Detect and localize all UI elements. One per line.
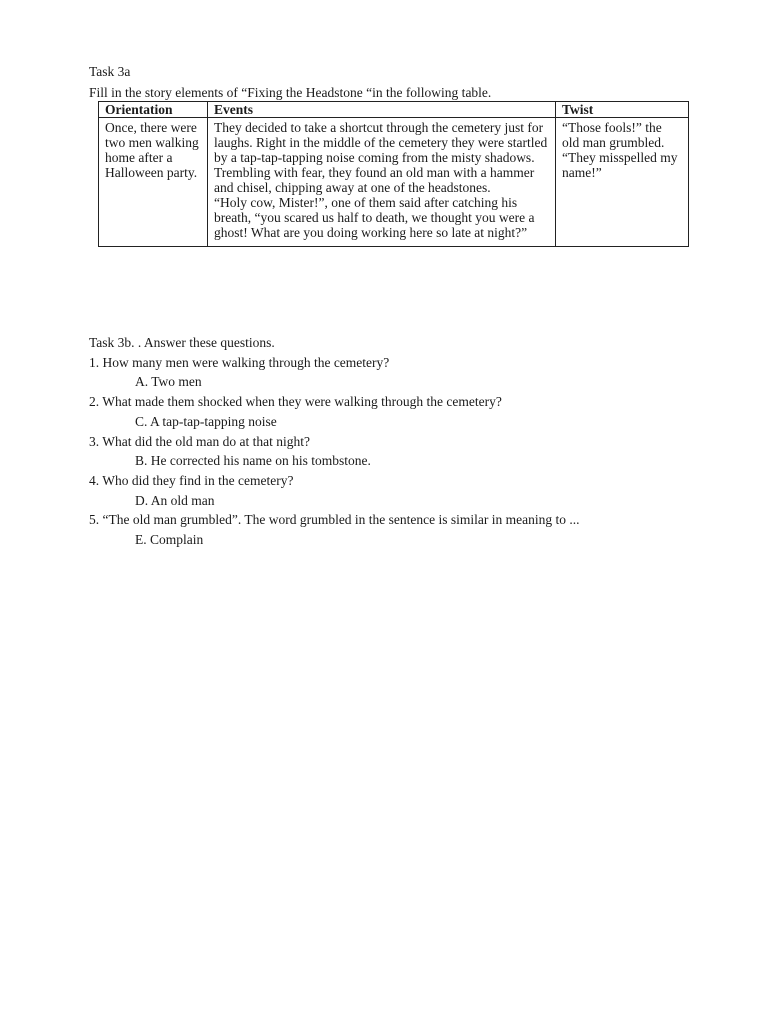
story-elements-table xyxy=(98,101,689,247)
event-paragraph-3: “Holy cow, Mister!”, one of them said after catching his breath, “you scared us half to death, we thought you were a ghost! What are you doing working here so late at night?” xyxy=(214,195,535,240)
question-2: 2. What made them shocked when they were walking through the cemetery? xyxy=(89,394,502,410)
task-3a-instruction: Fill in the story elements of “Fixing the Headstone “in the following table. xyxy=(89,85,492,100)
header-events: Events xyxy=(208,102,556,118)
twist-cell: “Those fools!” the old man grumbled. “They misspelled my name!” xyxy=(556,118,689,247)
header-twist: Twist xyxy=(556,102,689,118)
answer-3: B. He corrected his name on his tombstone. xyxy=(135,453,371,469)
answer-5: E. Complain xyxy=(135,532,204,548)
table-header-row xyxy=(99,102,689,118)
task-3a-title: Task 3a xyxy=(89,64,131,79)
task-3b-title: Task 3b. . Answer these questions. xyxy=(89,335,275,350)
question-5: 5. “The old man grumbled”. The word grumbled in the sentence is similar in meaning to ... xyxy=(89,512,580,528)
orientation-cell: Once, there were two men walking home after a Halloween party. xyxy=(99,118,208,247)
answer-1: A. Two men xyxy=(135,374,202,390)
header-orientation: Orientation xyxy=(99,102,208,118)
event-paragraph-1: They decided to take a shortcut through the cemetery just for laughs. Right in the middle of the cemetery they were startled by a tap-tap-tapping noise coming from the misty shadows. xyxy=(214,120,548,165)
events-cell xyxy=(208,118,556,247)
event-paragraph-2: Trembling with fear, they found an old man with a hammer and chisel, chipping away at one of the headstones. xyxy=(214,165,535,195)
question-1: 1. How many men were walking through the cemetery? xyxy=(89,354,390,370)
question-4: 4. Who did they find in the cemetery? xyxy=(89,472,294,488)
answer-4: D. An old man xyxy=(135,492,215,508)
task-3b-section xyxy=(89,333,580,550)
table-row xyxy=(99,118,689,247)
answer-2: C. A tap-tap-tapping noise xyxy=(135,413,277,429)
question-3: 3. What did the old man do at that night? xyxy=(89,433,310,449)
